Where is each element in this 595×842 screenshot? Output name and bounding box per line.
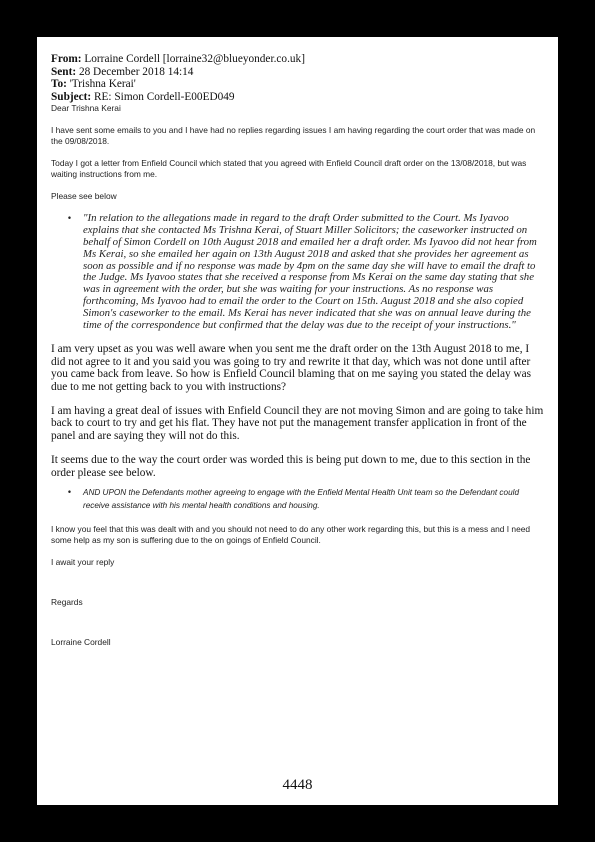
paragraph-4: I am very upset as you was well aware when you sent me the draft order on the 13th August 2018 to me, I did not agree to it and you said you was going to try and rewrite it that day, which was not done until after you came back from leave. So how is Enfield Council blaming that on me saying you stated the delay was due to me not getting back to you with instructions? <box>51 343 532 393</box>
paragraph-6: It seems due to the way the court order was worded this is being put down to me, due to this section in the order please see below. <box>51 454 531 479</box>
paragraph-3: Please see below <box>51 191 117 202</box>
paragraph-5: I am having a great deal of issues with Enfield Council they are not moving Simon and are going to take him back to court to try and get his flat. They have not put the management transfer application in front of the panel and are saying they will not do this. <box>51 404 544 442</box>
bullet-dot: • <box>67 487 72 497</box>
to-value: 'Trishna Kerai' <box>69 78 136 91</box>
subject-label: Subject: <box>51 90 92 103</box>
page-number: 4448 <box>282 777 313 793</box>
from-label: From: <box>51 53 82 65</box>
paragraph-8: I await your reply <box>51 557 115 567</box>
sent-label: Sent: <box>51 65 77 78</box>
salutation: Dear Trishna Kerai <box>51 103 121 114</box>
sent-line <box>51 66 545 79</box>
to-label: To: <box>51 78 67 91</box>
quoted-text: "In relation to the allegations made in regard to the draft Order submitted to the Court. Ms Iyavoo explains that she contacted Ms Trishna Kerai, of Stuart Miller Solicitors; the caseworker instructed on behalf of Simon Cordell on 10th August 2018 and emailed her a draft order. Ms Iyavoo did not hear from Ms Kerai, so she emailed her again on 13th August 2018 and asked that she provides her agreement as soon as possible and if no response was made by 4pm on the same day she will have to email the draft to the Judge. Ms Iyavoo states that she received a response from Ms Kerai on the same day stating that she was in agreement with the order, but she was waiting for your instructions. As no response was forthcoming, Ms Iyavoo had to email the order to the Court on 15th. August 2018 and she also copied Simon's caseworker to the email. Ms Kerai has never indicated that she was on annual leave during the time of the correspondence but confirmed that the delay was due to the receipt of your instructions." <box>83 212 537 331</box>
order-text: AND UPON the Defendants mother agreeing to engage with the Enfield Mental Health Unit team so the Defendant could receive assistance with his mental health conditions and housing. <box>83 488 520 510</box>
from-value: Lorraine Cordell [lorraine32@blueyonder.co.uk] <box>84 53 305 65</box>
document-page <box>37 37 558 805</box>
paragraph-7: I know you feel that this was dealt with and you should not need to do any other work regarding this, but this is a mess and I need some help as my son is suffering due to the on goings of Enfield Council. <box>51 524 531 545</box>
signature: Lorraine Cordell <box>51 637 111 647</box>
sent-value: 28 December 2018 14:14 <box>78 65 194 78</box>
quote-bullet <box>51 213 545 331</box>
order-bullet <box>51 487 545 512</box>
paragraph-2: Today I got a letter from Enfield Council which stated that you agreed with Enfield Council draft order on the 13/08/2018, but was waiting instructions from me. <box>51 158 527 180</box>
email-header <box>51 53 545 103</box>
email-body <box>51 53 545 648</box>
to-line <box>51 78 545 91</box>
from-line <box>51 53 545 66</box>
regards: Regards <box>51 597 83 607</box>
subject-line <box>51 91 545 104</box>
subject-value: RE: Simon Cordell-E00ED049 <box>94 90 235 103</box>
bullet-dot: • <box>67 213 72 224</box>
paragraph-1: I have sent some emails to you and I have had no replies regarding issues I am having regarding the court order that was made on the 09/08/2018. <box>51 125 536 147</box>
